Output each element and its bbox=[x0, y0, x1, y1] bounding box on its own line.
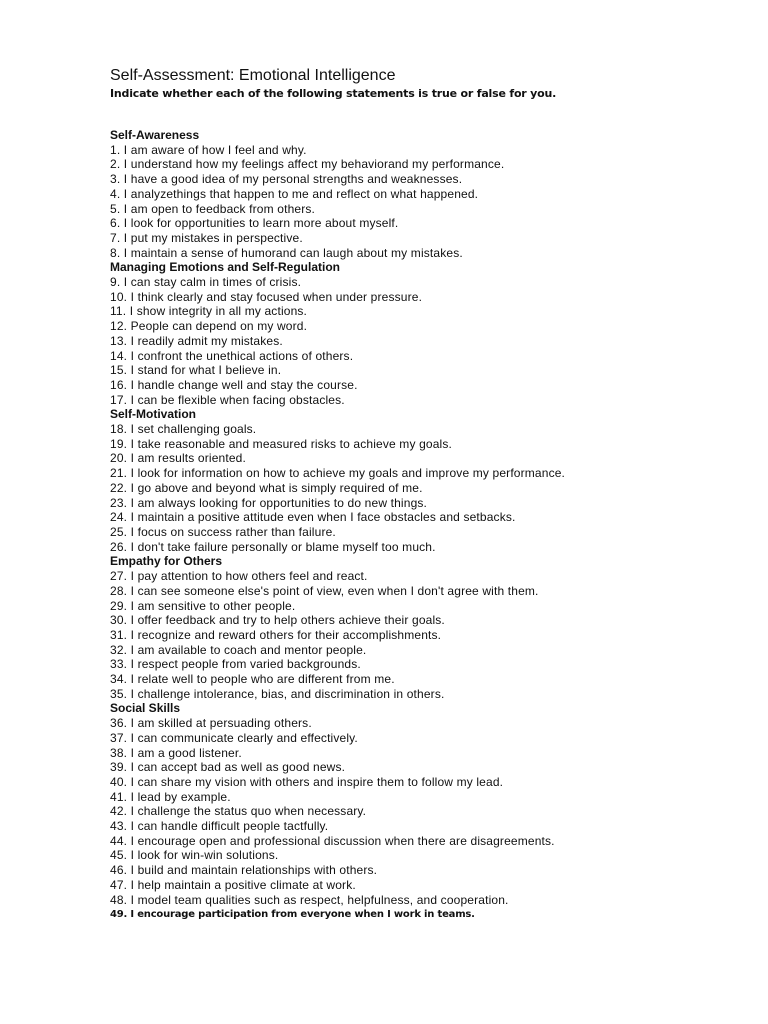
statement-item: 14. I confront the unethical actions of others. bbox=[110, 348, 354, 363]
statement-item: 20. I am results oriented. bbox=[110, 451, 246, 466]
statement-item: 13. I readily admit my mistakes. bbox=[110, 333, 283, 348]
assessment-section bbox=[110, 554, 730, 701]
assessment-section bbox=[110, 260, 730, 407]
statement-item: 32. I am available to coach and mentor people. bbox=[110, 642, 367, 657]
statement-item: 22. I go above and beyond what is simply required of me. bbox=[110, 480, 423, 495]
statement-item: 24. I maintain a positive attitude even when I face obstacles and setbacks. bbox=[110, 510, 516, 525]
statement-item: 19. I take reasonable and measured risks to achieve my goals. bbox=[110, 436, 452, 451]
statement-item: 9. I can stay calm in times of crisis. bbox=[110, 275, 302, 290]
statement-item: 8. I maintain a sense of humorand can laugh about my mistakes. bbox=[110, 245, 463, 260]
statement-item: 31. I recognize and reward others for their accomplishments. bbox=[110, 627, 442, 642]
section-heading: Empathy for Others bbox=[110, 554, 223, 569]
statement-item: 3. I have a good idea of my personal strengths and weaknesses. bbox=[110, 172, 463, 187]
statement-item: 27. I pay attention to how others feel and react. bbox=[110, 569, 368, 584]
section-heading: Self-Awareness bbox=[110, 128, 200, 142]
statement-item: 10. I think clearly and stay focused when under pressure. bbox=[110, 289, 423, 304]
statement-item: 21. I look for information on how to achieve my goals and improve my performance. bbox=[110, 466, 566, 481]
assessment-section bbox=[110, 407, 730, 554]
statement-item: 30. I offer feedback and try to help others achieve their goals. bbox=[110, 613, 445, 628]
statement-item: 36. I am skilled at persuading others. bbox=[110, 716, 312, 731]
statement-item: 47. I help maintain a positive climate at work. bbox=[110, 877, 356, 892]
statement-item: 44. I encourage open and professional discussion when there are disagreements. bbox=[110, 833, 555, 848]
statement-item: 23. I am always looking for opportunities to do new things. bbox=[110, 495, 428, 510]
statement-item: 41. I lead by example. bbox=[110, 789, 231, 804]
statement-item: 42. I challenge the status quo when necessary. bbox=[110, 804, 367, 819]
section-heading: Self-Motivation bbox=[110, 407, 196, 422]
statement-item: 16. I handle change well and stay the course. bbox=[110, 377, 358, 392]
statement-item: 35. I challenge intolerance, bias, and discrimination in others. bbox=[110, 686, 445, 701]
statement-item: 12. People can depend on my word. bbox=[110, 319, 308, 334]
statement-item: 34. I relate well to people who are different from me. bbox=[110, 672, 395, 687]
statement-item: 37. I can communicate clearly and effectively. bbox=[110, 730, 358, 745]
statement-item: 45. I look for win-win solutions. bbox=[110, 848, 279, 863]
statement-item: 18. I set challenging goals. bbox=[110, 422, 257, 437]
assessment-section bbox=[110, 701, 730, 907]
assessment-sections bbox=[110, 128, 730, 907]
statement-item: 7. I put my mistakes in perspective. bbox=[110, 230, 303, 245]
statement-item: 28. I can see someone else's point of view, even when I don't agree with them. bbox=[110, 583, 539, 598]
statement-item: 11. I show integrity in all my actions. bbox=[110, 304, 308, 319]
statement-item: 33. I respect people from varied backgrounds. bbox=[110, 657, 361, 672]
statement-item: 17. I can be flexible when facing obstacles. bbox=[110, 392, 345, 407]
statement-item: 48. I model team qualities such as respect, helpfulness, and cooperation. bbox=[110, 892, 509, 907]
statement-item: 2. I understand how my feelings affect my behaviorand my performance. bbox=[110, 157, 505, 172]
page-instructions: Indicate whether each of the following statements is true or false for you. bbox=[110, 87, 557, 100]
statement-item: 39. I can accept bad as well as good news. bbox=[110, 760, 346, 775]
statement-item: 26. I don't take failure personally or blame myself too much. bbox=[110, 539, 436, 554]
section-heading: Managing Emotions and Self-Regulation bbox=[110, 260, 341, 275]
document-page bbox=[110, 66, 730, 923]
statement-item: 5. I am open to feedback from others. bbox=[110, 201, 315, 216]
statement-item: 6. I look for opportunities to learn more about myself. bbox=[110, 216, 399, 231]
statement-item: 43. I can handle difficult people tactfully. bbox=[110, 819, 329, 834]
statement-item: 15. I stand for what I believe in. bbox=[110, 363, 282, 378]
section-heading: Social Skills bbox=[110, 701, 181, 716]
statement-item: 46. I build and maintain relationships with others. bbox=[110, 863, 378, 878]
statement-item: 4. I analyzethings that happen to me and reflect on what happened. bbox=[110, 186, 479, 201]
statement-item-49: 49. I encourage participation from everyone when I work in teams. bbox=[110, 909, 475, 921]
statement-item: 40. I can share my vision with others and inspire them to follow my lead. bbox=[110, 774, 504, 789]
assessment-section bbox=[110, 128, 730, 260]
statement-item: 29. I am sensitive to other people. bbox=[110, 598, 296, 613]
page-title: Self-Assessment: Emotional Intelligence bbox=[110, 67, 396, 84]
statement-item: 25. I focus on success rather than failure. bbox=[110, 524, 336, 539]
statement-item: 38. I am a good listener. bbox=[110, 745, 242, 760]
statement-item: 1. I am aware of how I feel and why. bbox=[110, 142, 307, 157]
